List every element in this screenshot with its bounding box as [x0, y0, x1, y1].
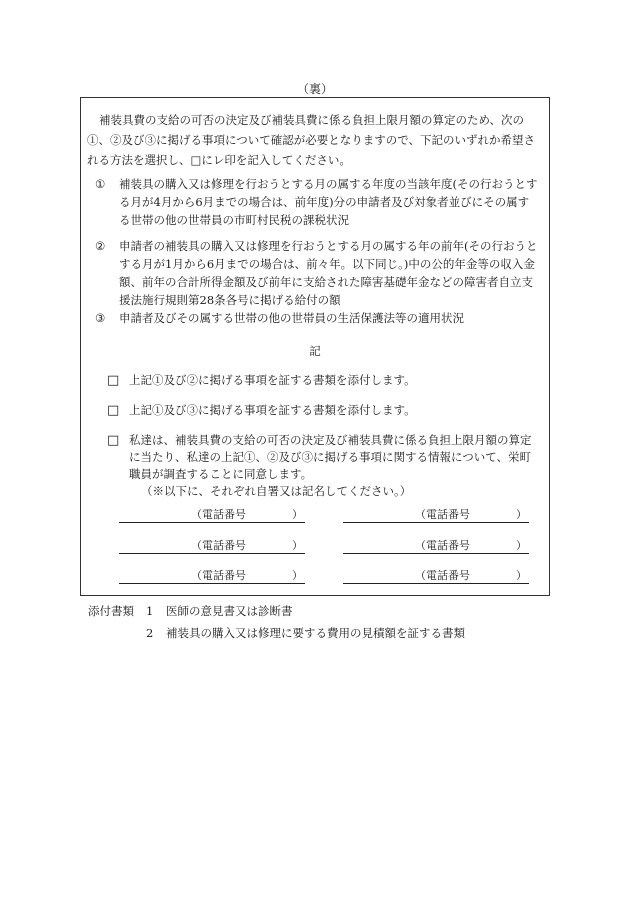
signature-row-3 — [119, 568, 529, 584]
item-number: ① — [95, 177, 106, 191]
attachment-row-2 — [88, 622, 548, 644]
option-row-1 — [107, 372, 537, 389]
item-number: ③ — [95, 311, 106, 325]
signature-field[interactable] — [343, 568, 529, 584]
intro-text: 補装具費の支給の可否の決定及び補装具費に係る負担上限月額の算定のため、次の①、②及び③に掲げる事項について確認が必要となりますので、下記のいずれか希望される方法を選択し、□にレ印を記入してください。 — [87, 113, 536, 167]
option-consent — [129, 432, 537, 500]
phone-close: ） — [292, 508, 303, 521]
signature-row-2 — [119, 538, 529, 554]
checkbox-2[interactable]: □ — [107, 403, 120, 418]
item-1 — [95, 175, 539, 229]
item-text: 申請者及びその属する世帯の他の世帯員の生活保護法等の適用状況 — [119, 311, 464, 325]
phone-label: （電話番号 — [191, 569, 246, 582]
phone-close: ） — [292, 539, 303, 552]
phone-label: （電話番号 — [415, 569, 470, 582]
phone-close: ） — [292, 569, 303, 582]
item-3 — [95, 309, 539, 327]
phone-label: （電話番号 — [415, 539, 470, 552]
attachment-row-1 — [88, 600, 548, 622]
item-text: 申請者の補装具の購入又は修理を行おうとする月の属する年の前年(その行おうとする月が1月から6月までの場合は、前々年。以下同じ。)中の公的年金等の収入金額、前年の合計所得金額及び前年に支給された障害基礎年金などの障害者自立支援法施行規則第28条各号に掲げる給付の額 — [119, 239, 538, 307]
attachments — [88, 600, 548, 644]
item-number: ② — [95, 239, 106, 253]
item-text: 補装具の購入又は修理を行おうとする月の属する年度の当該年度(その行おうとする月が4月から6月までの場合は、前年度)分の申請者及び対象者並びにその属する世帯の他の世帯員の市町村民税の課税状況 — [119, 177, 538, 227]
option-text: 上記①及び②に掲げる事項を証する書類を添付します。 — [129, 373, 416, 387]
signature-field[interactable] — [343, 507, 529, 523]
phone-label: （電話番号 — [415, 508, 470, 521]
option-row-3 — [107, 432, 537, 500]
checkbox-1[interactable]: □ — [107, 373, 120, 388]
phone-close: ） — [516, 539, 527, 552]
signature-field[interactable] — [119, 538, 305, 554]
option-text: 私達は、補装具費の支給の可否の決定及び補装具費に係る負担上限月額の算定に当たり、私達の上記①、②及び③に掲げる事項に関する情報について、栄町職員が調査することに同意します。 — [129, 433, 532, 481]
page-heading: （裏） — [296, 82, 333, 96]
signature-row-1 — [119, 507, 529, 523]
checkbox-3[interactable]: □ — [107, 433, 120, 448]
signature-field[interactable] — [343, 538, 529, 554]
phone-close: ） — [516, 569, 527, 582]
attachment-text: 医師の意見書又は診断書 — [166, 604, 293, 618]
signature-field[interactable] — [119, 507, 305, 523]
option-note: （※以下に、それぞれ自署又は記名してください。） — [141, 484, 412, 498]
attachment-text: 補装具の購入又は修理に要する費用の見積額を証する書類 — [166, 626, 465, 640]
phone-label: （電話番号 — [191, 508, 246, 521]
phone-close: ） — [516, 508, 527, 521]
attachment-number: 1 — [146, 604, 154, 618]
attachment-number: 2 — [146, 626, 154, 640]
option-row-2 — [107, 402, 537, 419]
option-text: 上記①及び③に掲げる事項を証する書類を添付します。 — [129, 403, 416, 417]
item-2 — [95, 237, 539, 309]
attachments-heading: 添付書類 — [88, 604, 134, 618]
form-box — [80, 97, 550, 596]
signature-field[interactable] — [119, 568, 305, 584]
phone-label: （電話番号 — [191, 539, 246, 552]
record-heading: 記 — [309, 344, 321, 358]
